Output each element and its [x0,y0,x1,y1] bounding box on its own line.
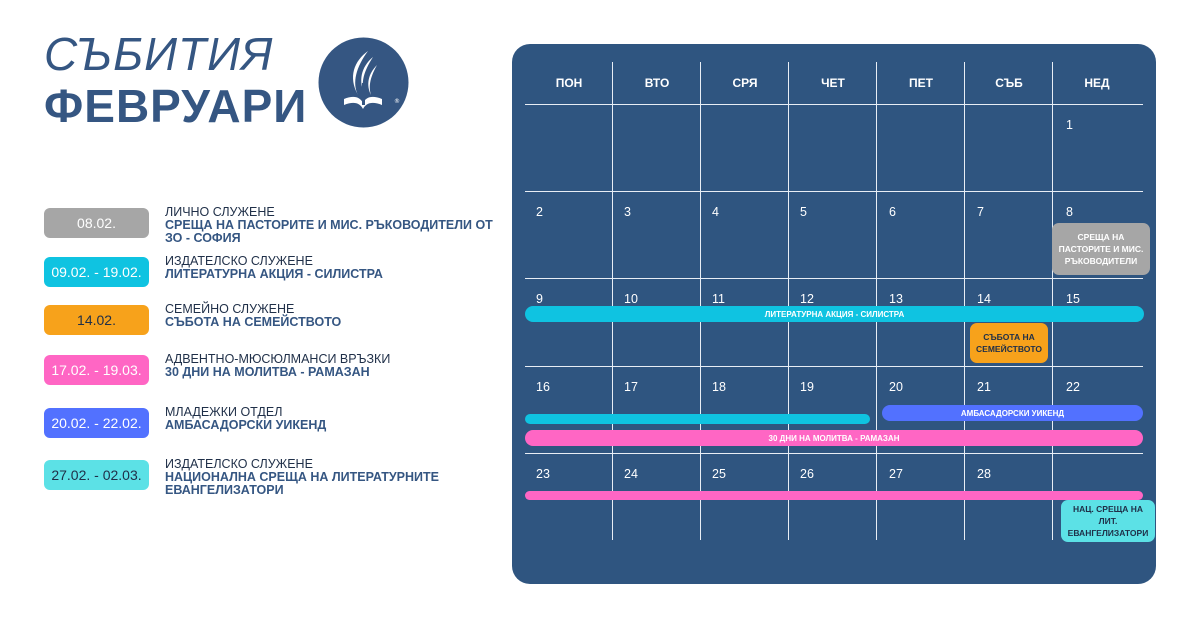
weekday-header: НЕД [1084,76,1110,90]
event-literature-action-continued [525,414,870,424]
weekday-header: СЪБ [995,76,1023,90]
day-number: 19 [800,380,814,394]
event-lit-evangelists: НАЦ. СРЕЩА НА ЛИТ. ЕВАНГЕЛИЗАТОРИ [1061,500,1155,542]
day-number: 27 [889,467,903,481]
day-number: 15 [1066,292,1080,306]
department-label: АДВЕНТНО-МЮСЮЛМАНСИ ВРЪЗКИ [165,352,391,366]
calendar-panel [512,44,1156,584]
adventist-flame-logo-icon [318,37,409,128]
day-number: 20 [889,380,903,394]
grid-line [1052,62,1053,540]
event-prayer-days: 30 ДНИ НА МОЛИТВА - РАМАЗАН [525,430,1143,446]
day-number: 12 [800,292,814,306]
department-label: ИЗДАТЕЛСКО СЛУЖЕНЕ [165,254,313,268]
legend-item [44,254,494,289]
grid-line [525,104,1143,105]
day-number: 26 [800,467,814,481]
date-badge: 17.02. - 19.03. [44,355,149,385]
date-badge: 09.02. - 19.02. [44,257,149,287]
page-title-line2: ФЕВРУАРИ [44,80,308,132]
day-number: 5 [800,205,807,219]
day-number: 28 [977,467,991,481]
event-pastors-meeting: СРЕЩА НА ПАСТОРИТЕ И МИС. РЪКОВОДИТЕЛИ [1052,223,1150,275]
event-ambassador-weekend: АМБАСАДОРСКИ УИКЕНД [882,405,1143,421]
department-label: ИЗДАТЕЛСКО СЛУЖЕНЕ [165,457,313,471]
grid-line [876,62,877,540]
grid-line [964,62,965,540]
grid-line [788,62,789,540]
department-label: СЕМЕЙНО СЛУЖЕНЕ [165,302,295,316]
legend-item [44,205,494,245]
weekday-header: ЧЕТ [821,76,845,90]
date-badge: 27.02. - 02.03. [44,460,149,490]
grid-line [525,366,1143,367]
day-number: 24 [624,467,638,481]
day-number: 25 [712,467,726,481]
legend-item [44,405,494,440]
day-number: 13 [889,292,903,306]
day-number: 2 [536,205,543,219]
day-number: 4 [712,205,719,219]
day-number: 1 [1066,118,1073,132]
legend-item [44,457,494,497]
day-number: 10 [624,292,638,306]
weekday-header: ВТО [644,76,670,90]
day-number: 7 [977,205,984,219]
event-label: СРЕЩА НА ПАСТОРИТЕ И МИС. РЪКОВОДИТЕЛИ ОТ ЗО - СОФИЯ [165,218,493,245]
event-label: ЛИТЕРАТУРНА АКЦИЯ - СИЛИСТРА [165,267,383,281]
day-number: 3 [624,205,631,219]
day-number: 16 [536,380,550,394]
grid-line [700,62,701,540]
date-badge: 08.02. [44,208,149,238]
grid-line [525,191,1143,192]
day-number: 22 [1066,380,1080,394]
day-number: 8 [1066,205,1073,219]
event-label: 30 ДНИ НА МОЛИТВА - РАМАЗАН [165,365,370,379]
day-number: 21 [977,380,991,394]
weekday-header: ПЕТ [909,76,933,90]
grid-line [525,278,1143,279]
date-badge: 20.02. - 22.02. [44,408,149,438]
weekday-header: СРЯ [732,76,758,90]
day-number: 23 [536,467,550,481]
department-label: МЛАДЕЖКИ ОТДЕЛ [165,405,283,419]
day-number: 11 [712,292,725,306]
event-label: АМБАСАДОРСКИ УИКЕНД [165,418,327,432]
legend-item [44,302,494,337]
department-label: ЛИЧНО СЛУЖЕНЕ [165,205,275,219]
event-prayer-days-continued [525,491,1143,500]
day-number: 9 [536,292,543,306]
day-number: 6 [889,205,896,219]
weekday-header: ПОН [555,76,583,90]
event-family-sabbath: СЪБОТА НА СЕМЕЙСТВОТО [970,323,1048,363]
legend-item [44,352,494,387]
grid-line [612,62,613,540]
svg-text:®: ® [394,98,400,105]
day-number: 14 [977,292,991,306]
day-number: 18 [712,380,726,394]
day-number: 17 [624,380,638,394]
page-title-line1: СЪБИТИЯ [44,28,274,80]
date-badge: 14.02. [44,305,149,335]
event-literature-action: ЛИТЕРАТУРНА АКЦИЯ - СИЛИСТРА [525,306,1144,322]
event-label: СЪБОТА НА СЕМЕЙСТВОТО [165,315,342,329]
grid-line [525,453,1143,454]
event-label: НАЦИОНАЛНА СРЕЩА НА ЛИТЕРАТУРНИТЕ ЕВАНГЕЛИЗАТОРИ [165,470,439,497]
